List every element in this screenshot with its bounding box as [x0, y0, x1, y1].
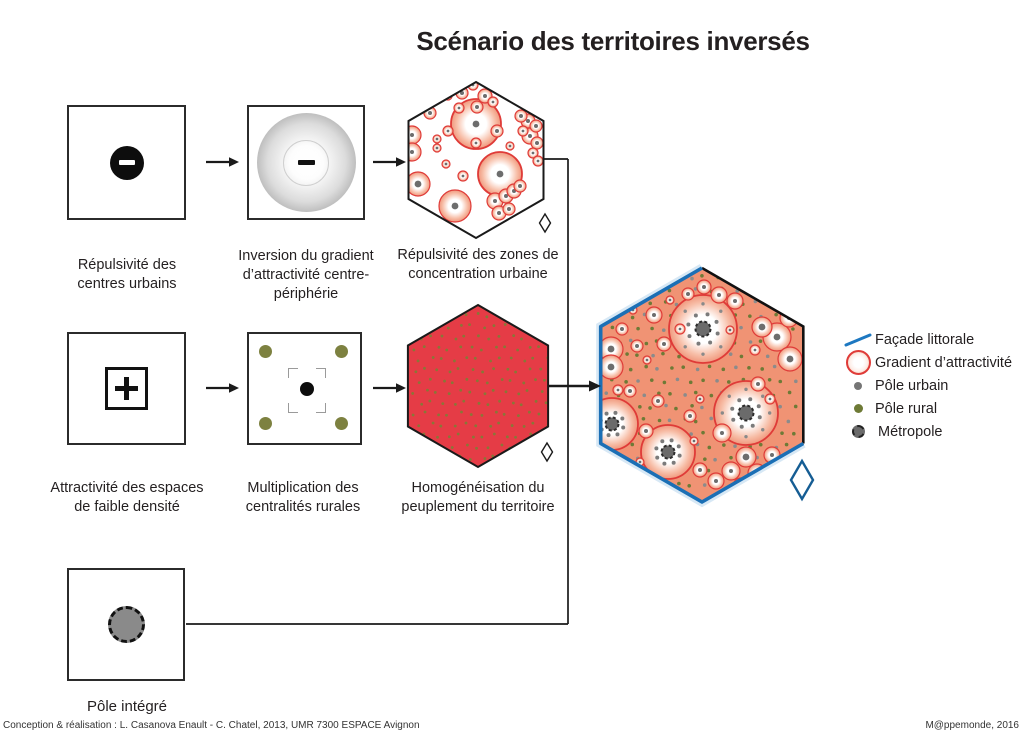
- metropole-icon: [841, 425, 875, 438]
- label-multiplication-centralites: Multiplication des centralités rurales: [245, 480, 361, 515]
- legend-item-pole-urbain: Pôle urbain: [841, 377, 1012, 394]
- footer-journal: M@ppemonde, 2016: [925, 720, 1019, 731]
- label-repulsivite-centres: Répulsivité des centres urbains: [77, 257, 177, 292]
- label-attractivite-espaces: Attractivité des espaces de faible densité: [50, 480, 204, 515]
- legend-item-gradient: Gradient d’attractivité: [841, 354, 1012, 371]
- rural-dot-icon: [841, 404, 875, 413]
- footer-credit: Conception & réalisation : L. Casanova Enault - C. Chatel, 2013, UMR 7300 ESPACE Avignon: [3, 720, 420, 731]
- legend: [841, 331, 1012, 440]
- legend-item-facade: Façade littorale: [841, 331, 1012, 348]
- label-repulsivite-zones: Répulsivité des zones de concentration urbaine: [397, 247, 559, 282]
- label-inversion-gradient: Inversion du gradient d’attractivité centre-périphérie: [238, 248, 374, 302]
- label-homogeneisation: Homogénéisation du peuplement du territoire: [401, 480, 555, 515]
- gradient-circle-icon: [841, 350, 875, 375]
- label-pole-integre: Pôle intégré: [86, 698, 168, 715]
- page-title: Scénario des territoires inversés: [416, 26, 810, 56]
- legend-item-metropole: Métropole: [841, 423, 1012, 440]
- legend-item-pole-rural: Pôle rural: [841, 400, 1012, 417]
- urban-dot-icon: [841, 382, 875, 390]
- coastline-line-icon: [841, 332, 875, 348]
